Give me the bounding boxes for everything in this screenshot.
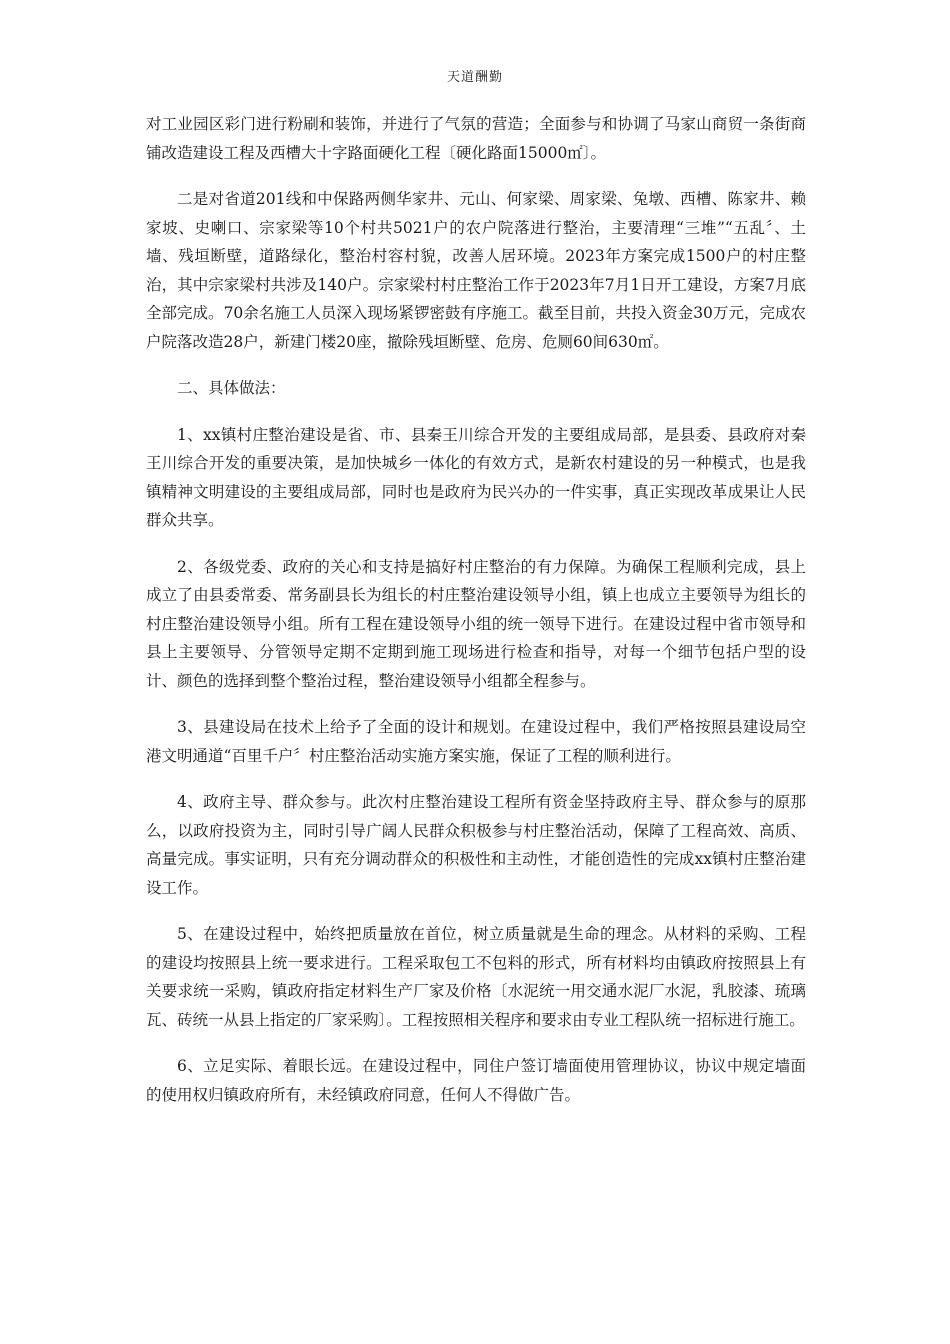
section-heading-methods: 二、具体做法： [177,379,286,397]
paragraph-method-4: 4、政府主导、群众参与。此次村庄整治建设工程所有资金坚持政府主导、群众参与的原那么，以政府投资为主，同时引导广阔人民群众积极参与村庄整治活动，保障了工程高效、高质、高量完成。事实证明，只有充分调动群众的积极性和主动性，才能创造性的完成xx镇村庄整治建设工作。 [146,793,806,897]
document-body [146,110,806,1127]
paragraph-continuation: 对工业园区彩门进行粉刷和装饰，并进行了气氛的营造；全面参与和协调了马家山商贸一条街商铺改造建设工程及西槽大十字路面硬化工程〔硬化路面15000㎡〕。 [146,115,806,162]
paragraph-method-3: 3、县建设局在技术上给予了全面的设计和规划。在建设过程中，我们严格按照县建设局空港文明通道“百里千户〞村庄整治活动实施方案实施，保证了工程的顺利进行。 [146,718,806,765]
page-header: 天道酬勤 [446,70,503,85]
paragraph-method-1: 1、xx镇村庄整治建设是省、市、县秦王川综合开发的主要组成局部，是县委、县政府对秦王川综合开发的重要决策，是加快城乡一体化的有效方式，是新农村建设的另一种模式，也是我镇精神文明建设的主要组成局部，同时也是政府为民兴办的一件实事，真正实现改革成果让人民群众共享。 [146,425,806,529]
paragraph-method-6: 6、立足实际、着眼长远。在建设过程中，同住户签订墙面使用管理协议，协议中规定墙面的使用权归镇政府所有，未经镇政府同意，任何人不得做广告。 [146,1057,806,1104]
paragraph-method-5: 5、在建设过程中，始终把质量放在首位，树立质量就是生命的理念。从材料的采购、工程的建设均按照县上统一要求进行。工程采取包工不包料的形式，所有材料均由镇政府按照县上有关要求统一采购，镇政府指定材料生产厂家及价格〔水泥统一用交通水泥厂水泥，乳胶漆、琉璃瓦、砖统一从县上指定的厂家采购〕。工程按照相关程序和要求由专业工程队统一招标进行施工。 [146,925,806,1029]
paragraph-point-two: 二是对省道201线和中保路两侧华家井、元山、何家梁、周家梁、兔墩、西槽、陈家井、赖家坡、史喇口、宗家梁等10个村共5021户的农户院落进行整治，主要清理“三堆”“五乱〞、土墙、残垣断壁，道路绿化，整治村容村貌，改善人居环境。2023年方案完成1500户的村庄整治，其中宗家梁村共涉及140户。宗家梁村村庄整治工作于2023年7月1日开工建设，方案7月底全部完成。70余名施工人员深入现场紧锣密鼓有序施工。截至目前，共投入资金30万元，完成农户院落改造28户，新建门楼20座，撤除残垣断壁、危房、危厕60间630㎡。 [146,190,806,351]
paragraph-method-2: 2、各级党委、政府的关心和支持是搞好村庄整治的有力保障。为确保工程顺利完成，县上成立了由县委常委、常务副县长为组长的村庄整治建设领导小组，镇上也成立主要领导为组长的村庄整治建设领导小组。所有工程在建设领导小组的统一领导下进行。在建设过程中省市领导和县上主要领导、分管领导定期不定期到施工现场进行检查和指导，对每一个细节包括户型的设计、颜色的选择到整个整治过程，整治建设领导小组都全程参与。 [146,557,806,690]
